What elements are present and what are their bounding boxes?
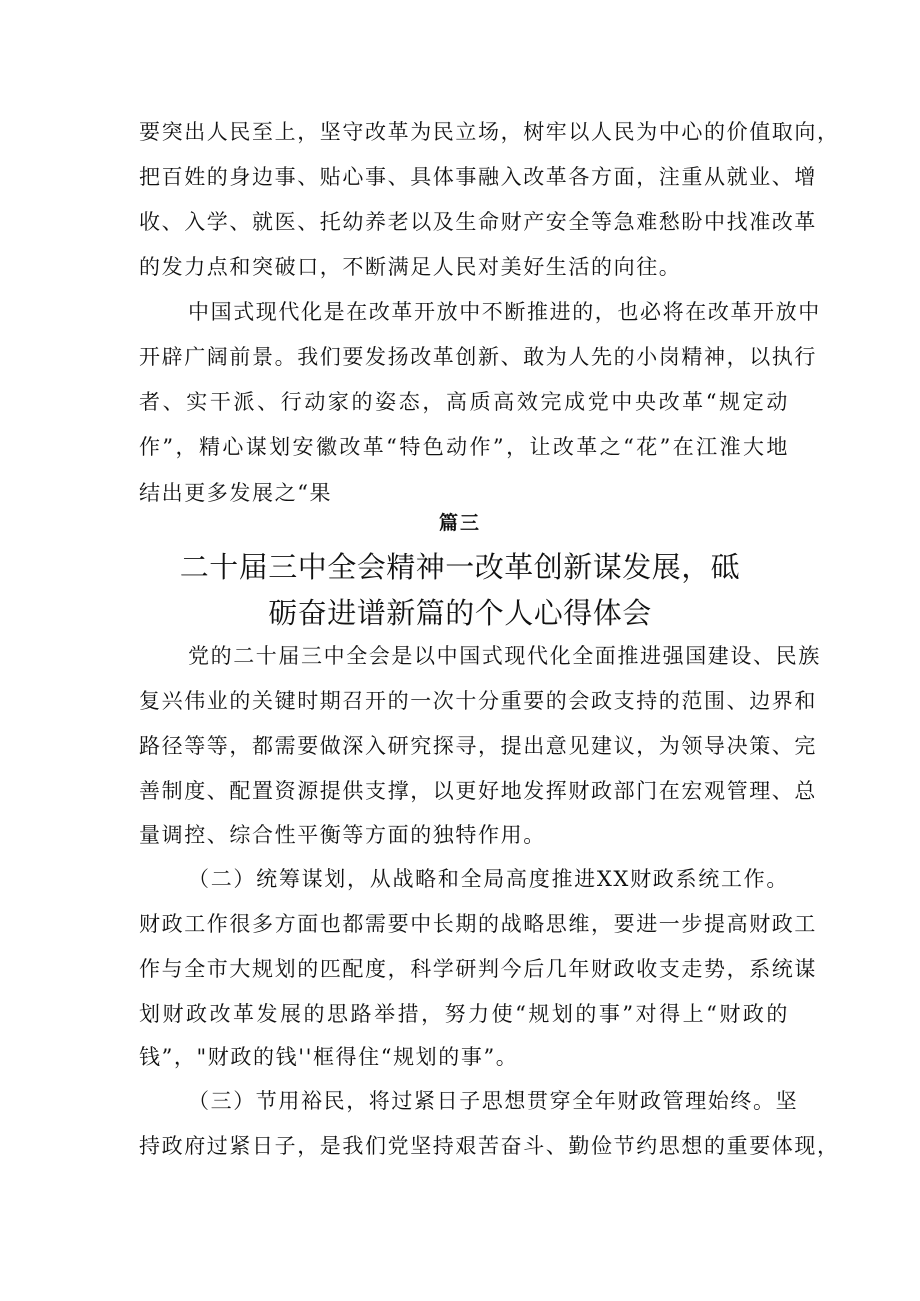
paragraph-4-line-4: 划财政改革发展的思路举措，努力使“规划的事”对得上“财政的 (139, 1002, 789, 1026)
article-title-line-2: 砺奋进谱新篇的个人心得体会 (268, 596, 652, 630)
paragraph-3-line-4: 善制度、配置资源提供支撑，以更好地发挥财政部门在宏观管理、总 (139, 779, 817, 803)
paragraph-3-line-5: 量调控、综合性平衡等方面的独特作用。 (139, 823, 546, 847)
paragraph-4-line-1: （二）统筹谋划，从战略和全局高度推进XX财政系统工作。 (188, 867, 789, 891)
paragraph-5-line-2: 持政府过紧日子，是我们党坚持艰苦奋斗、勤俭节约思想的重要体现， (139, 1134, 840, 1158)
section-label: 篇三 (438, 512, 481, 534)
paragraph-5-line-1: （三）节用裕民，将过紧日子思想贯穿全年财政管理始终。坚 (188, 1089, 799, 1113)
paragraph-4-line-2: 财政工作很多方面也都需要中长期的战略思维，要进一步提高财政工 (139, 912, 817, 936)
paragraph-3-line-3: 路径等等，都需要做深入研究探寻，提出意见建议，为领导决策、完 (139, 734, 817, 758)
paragraph-2-line-5: 结出更多发展之“果 (139, 481, 333, 505)
paragraph-2-line-2: 开辟广阔前景。我们要发扬改革创新、敢为人先的小岗精神，以执行 (139, 345, 817, 369)
paragraph-3-line-1: 党的二十届三中全会是以中国式现代化全面推进强国建设、民族 (188, 644, 821, 668)
paragraph-2-line-3: 者、实干派、行动家的姿态，高质高效完成党中央改革“规定动 (139, 390, 789, 414)
paragraph-2-line-4: 作”，精心谋划安徽改革“特色动作”，让改革之“花”在江淮大地 (139, 435, 789, 459)
paragraph-1-line-1: 要突出人民至上，坚守改革为民立场，树牢以人民为中心的价值取向， (139, 120, 840, 144)
article-title-line-1: 二十届三中全会精神一改革创新谋发展，砥 (179, 550, 741, 584)
paragraph-1-line-4: 的发力点和突破口，不断满足人民对美好生活的向往。 (139, 255, 682, 279)
paragraph-2-line-1: 中国式现代化是在改革开放中不断推进的，也必将在改革开放中 (188, 300, 821, 324)
paragraph-1-line-2: 把百姓的身边事、贴心事、具体事融入改革各方面，注重从就业、增 (139, 165, 817, 189)
paragraph-4-line-5: 钱”，"财政的钱''框得住“规划的事”。 (139, 1045, 519, 1069)
paragraph-4-line-3: 作与全市大规划的匹配度，科学研判今后几年财政收支走势，系统谋 (139, 957, 817, 981)
paragraph-1-line-3: 收、入学、就医、托幼养老以及生命财产安全等急难愁盼中找准改革 (139, 210, 817, 234)
paragraph-3-line-2: 复兴伟业的关键时期召开的一次十分重要的会政支持的范围、边界和 (139, 689, 817, 713)
